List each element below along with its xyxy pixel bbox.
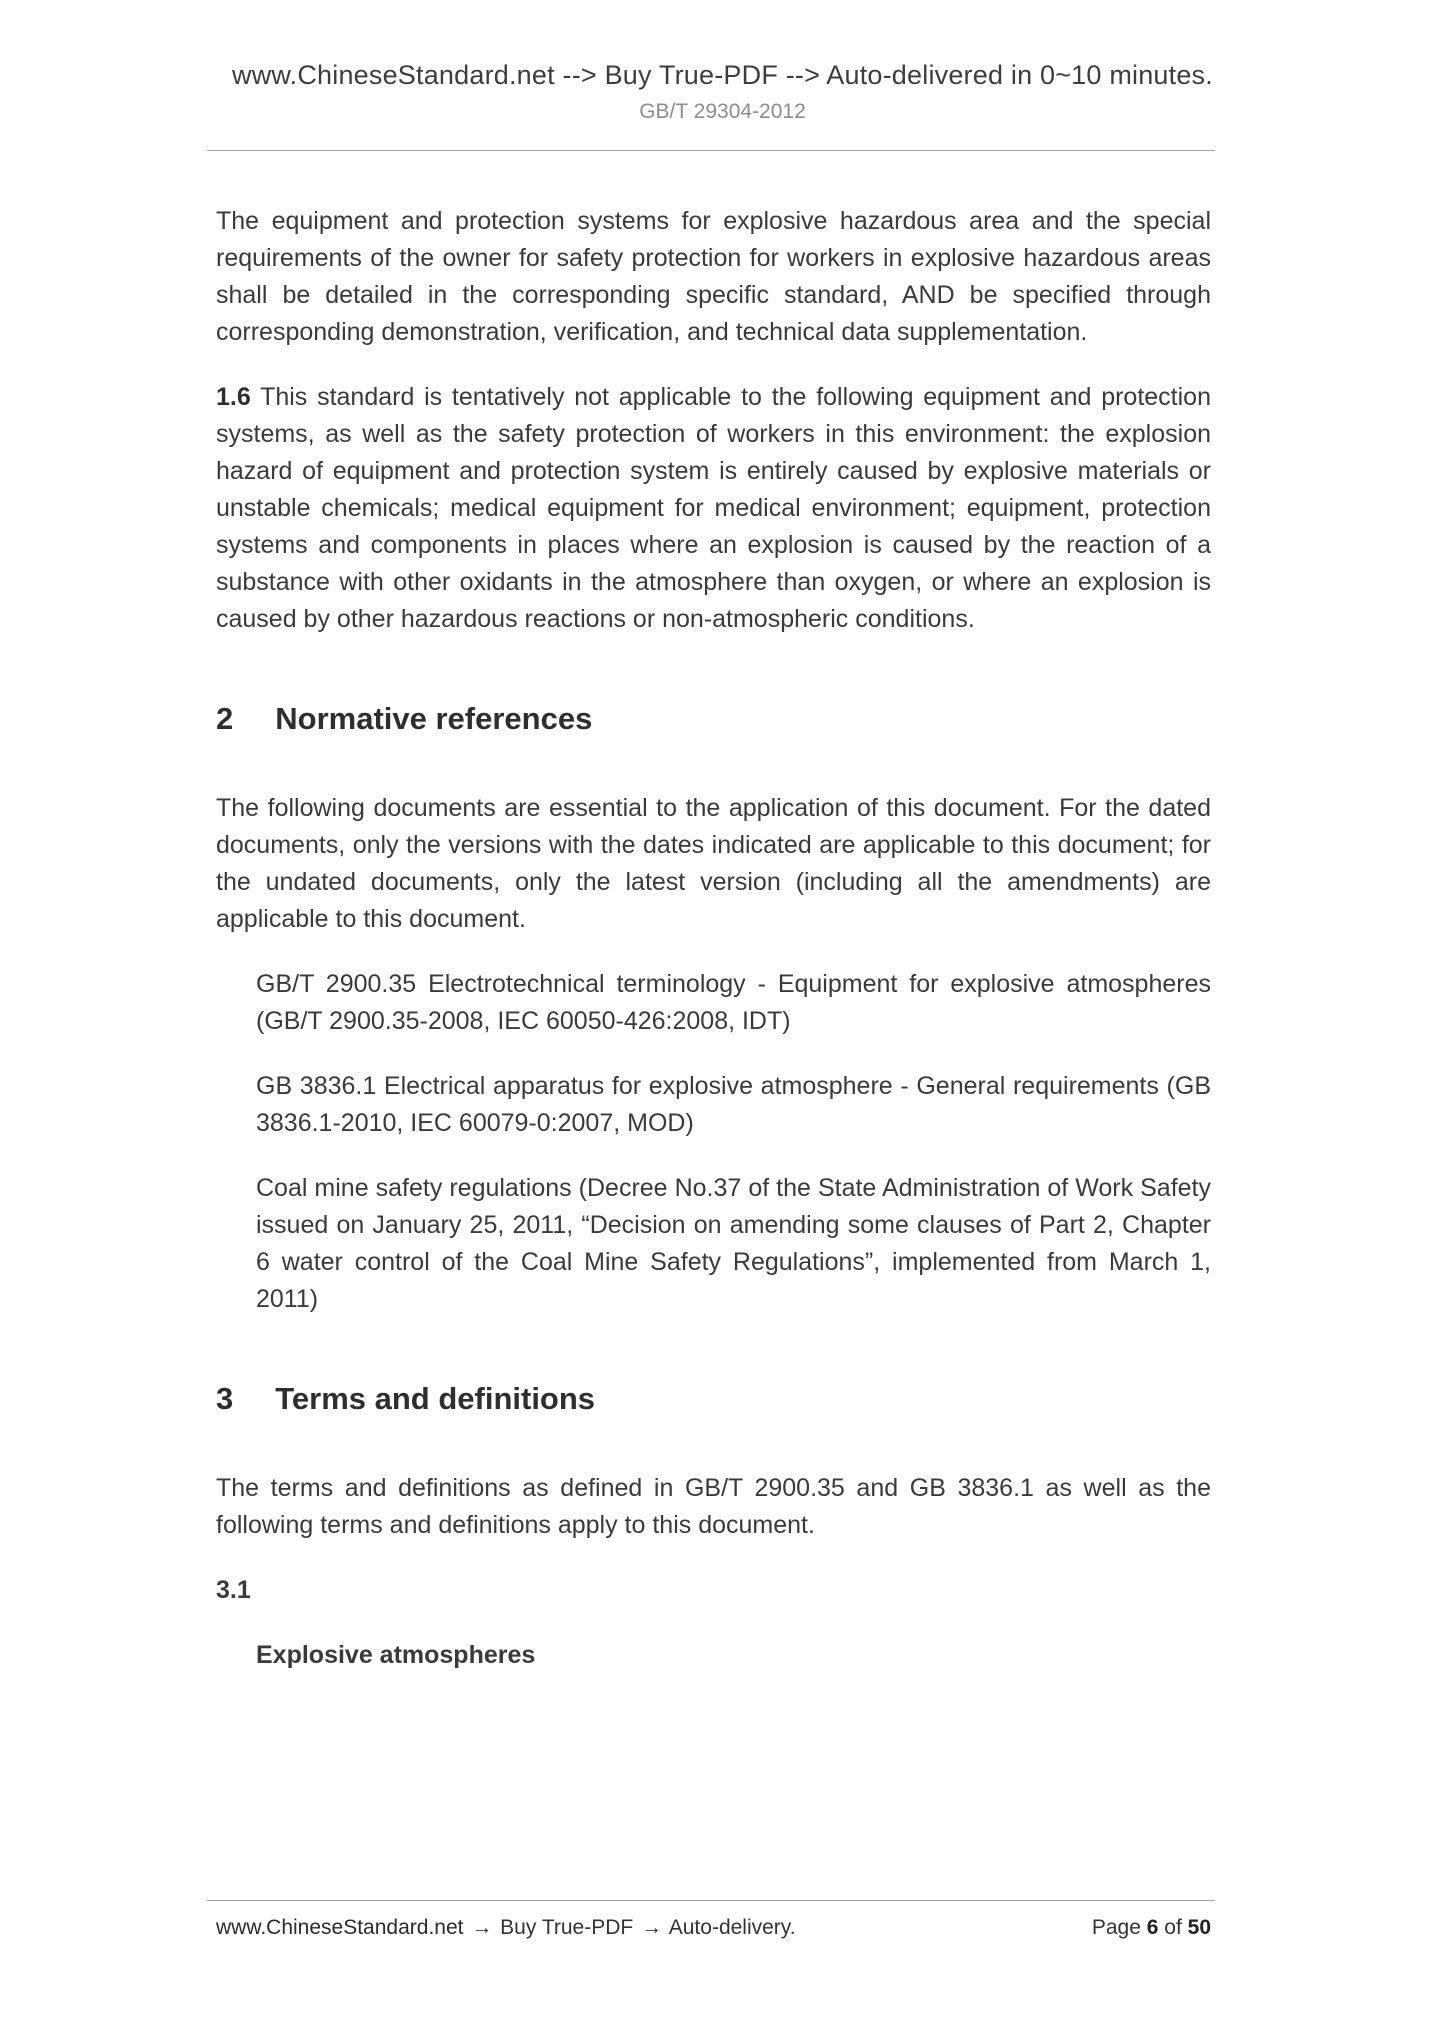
reference-item-1: GB/T 2900.35 Electrotechnical terminology - Equipment for explosive atmospheres (GB/T 2900.35-2008, IEC 60050-426:2008, IDT) (256, 970, 1211, 1035)
page-total: 50 (1187, 1916, 1211, 1939)
terms-definitions-intro: The terms and definitions as defined in GB/T 2900.35 and GB 3836.1 as well as the following terms and definitions apply to this document. (216, 1474, 1211, 1539)
section-3-heading (216, 1380, 1211, 1418)
footer-delivery-text: Auto-delivery. (668, 1916, 796, 1939)
clause-1-6-number: 1.6 (216, 383, 251, 411)
page-label: Page (1091, 1916, 1141, 1939)
of-label: of (1164, 1916, 1182, 1939)
footer-divider (207, 1900, 1215, 1901)
footer-site-link[interactable]: www.ChineseStandard.net (216, 1916, 464, 1939)
paragraph-scope-requirements: The equipment and protection systems for explosive hazardous area and the special requirements of the owner for safety protection for workers in explosive hazardous areas shall be detailed in the corresponding specific standard, AND be specified through corresponding demonstration, verification, and technical data supplementation. (216, 207, 1211, 346)
page-footer (216, 1916, 1211, 1940)
section-3-title: Terms and definitions (275, 1381, 596, 1416)
page-number: 6 (1146, 1916, 1159, 1939)
header-divider (207, 150, 1215, 151)
clause-1-6-text: This standard is tentatively not applicable to the following equipment and protection systems, as well as the safety protection of workers in this environment: the explosion hazard of equipment and protection system is entirely caused by explosive materials or unstable chemicals; medical equipment for medical environment; equipment, protection systems and components in places where an explosion is caused by the reaction of a substance with other oxidants in the atmosphere than oxygen, or where an explosion is caused by other hazardous reactions or non-atmospheric conditions. (216, 383, 1211, 633)
page-indicator (1092, 1916, 1211, 1940)
reference-item-3: Coal mine safety regulations (Decree No.37 of the State Administration of Work Safety issued on January 25, 2011, “Decision on amending some clauses of Part 2, Chapter 6 water control of the Coal Mine Safety Regulations”, implemented from March 1, 2011) (256, 1174, 1211, 1313)
section-2-title: Normative references (275, 701, 593, 736)
section-3-number: 3 (216, 1381, 234, 1416)
term-number-3-1: 3.1 (216, 1576, 251, 1604)
footer-buy-text: Buy True-PDF (500, 1916, 634, 1939)
clause-1-6 (216, 379, 1211, 638)
footer-site-line (216, 1916, 796, 1940)
footer-arrow-icon-2: → (641, 1916, 663, 1939)
section-2-number: 2 (216, 701, 234, 736)
normative-references-intro: The following documents are essential to the application of this document. For the dated documents, only the versions with the dates indicated are applicable to this document; for the undated documents, only the latest version (including all the amendments) are applicable to this document. (216, 794, 1211, 933)
section-2-heading (216, 700, 1211, 738)
footer-arrow-icon: → (471, 1916, 493, 1939)
term-name-explosive-atmospheres: Explosive atmospheres (256, 1641, 536, 1669)
reference-item-2: GB 3836.1 Electrical apparatus for explosive atmosphere - General requirements (GB 3836.1-2010, IEC 60079-0:2007, MOD) (256, 1072, 1211, 1137)
header-promo-text: www.ChineseStandard.net --> Buy True-PDF --> Auto-delivered in 0~10 minutes. (232, 60, 1213, 90)
document-body (216, 203, 1211, 1702)
header-doc-number: GB/T 29304-2012 (639, 100, 806, 123)
page-header (0, 60, 1445, 124)
